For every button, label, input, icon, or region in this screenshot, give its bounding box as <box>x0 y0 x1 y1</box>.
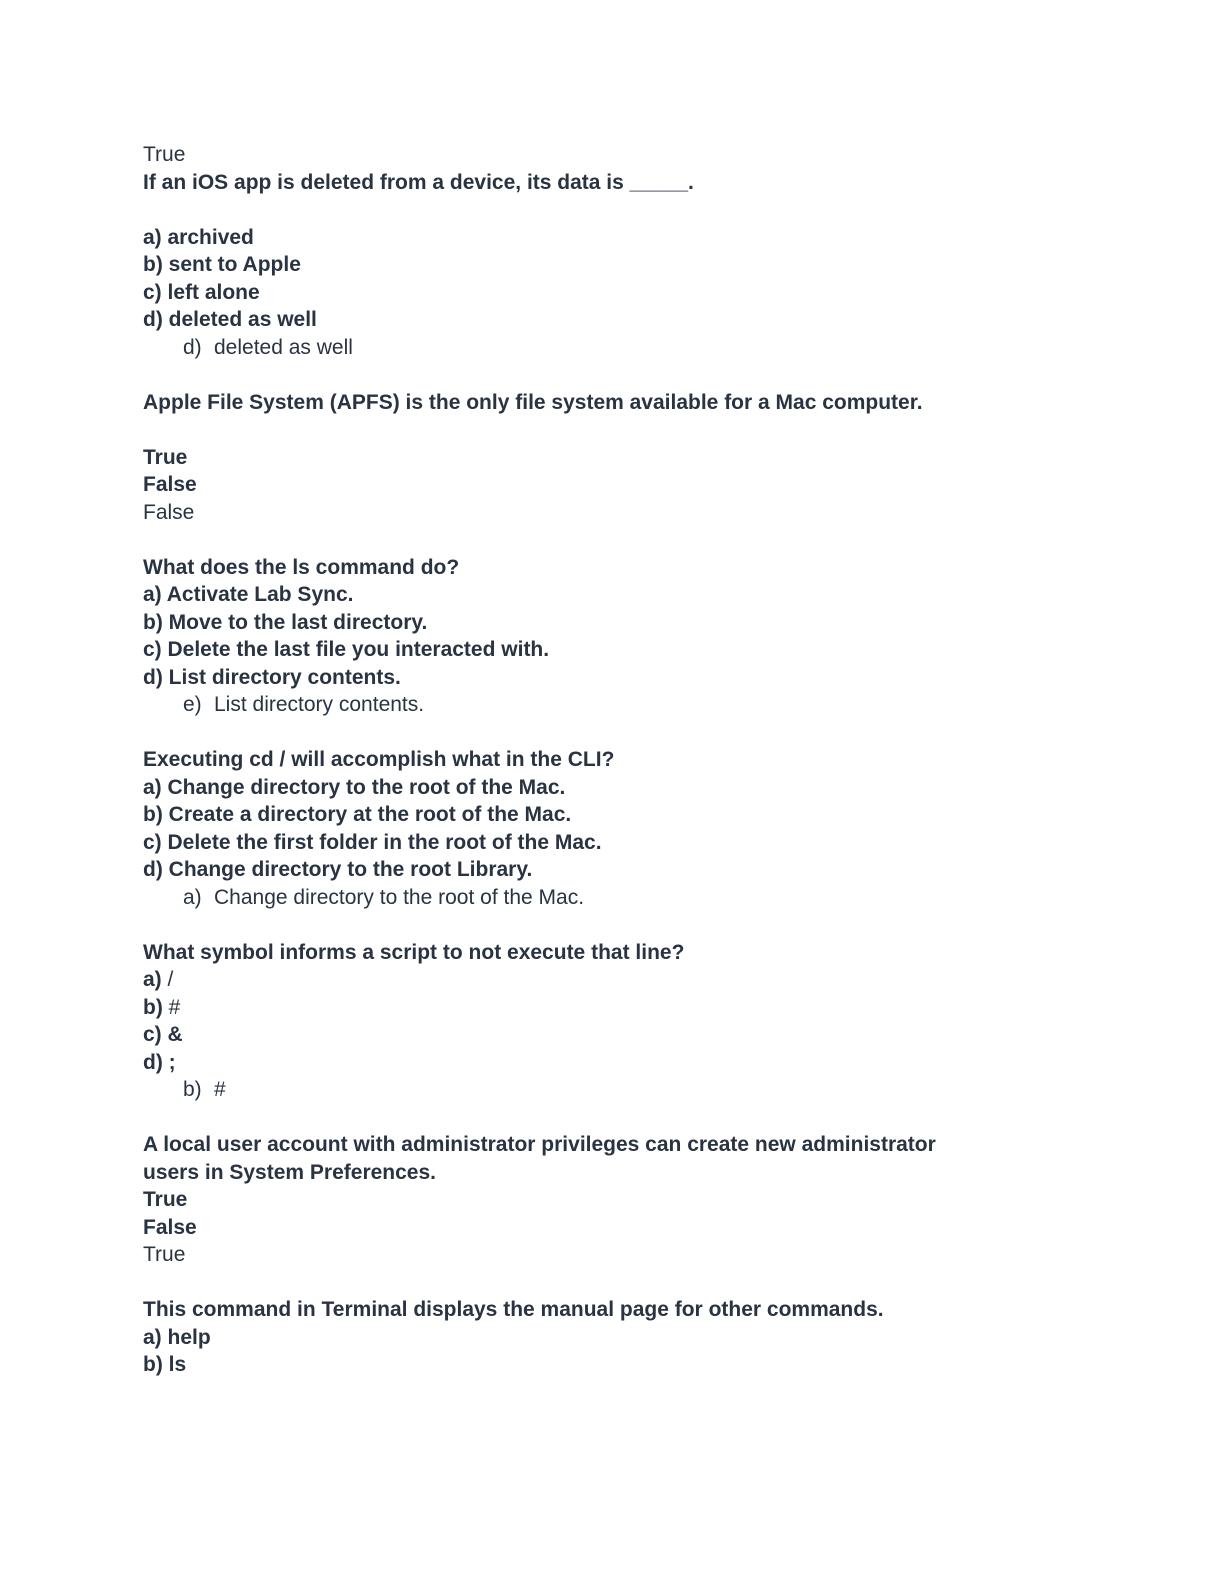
question-line <box>143 746 1144 774</box>
text-segment: True <box>143 143 186 166</box>
answer-line <box>143 499 1144 527</box>
option-line <box>143 1351 1144 1379</box>
text-segment: a) Activate Lab Sync. <box>143 583 354 606</box>
blank-line <box>143 1269 1144 1297</box>
text-segment: b) Create a directory at the root of the Mac. <box>143 803 572 826</box>
option-line <box>143 306 1144 334</box>
text-segment: False <box>143 1215 197 1239</box>
answer-line <box>143 141 1144 169</box>
text-segment: This command in Terminal displays the manual page for other commands. <box>143 1298 884 1321</box>
text-segment: False <box>143 473 197 496</box>
text-segment: users in System Preferences. <box>143 1160 436 1184</box>
text-segment: If an iOS app is deleted from a device, its data is _____. <box>143 170 694 194</box>
text-segment: Change directory to the root of the Mac. <box>214 885 585 909</box>
blank-line <box>143 361 1144 389</box>
option-line <box>143 1049 1144 1077</box>
text-segment: True <box>143 445 188 469</box>
option-line <box>143 581 1144 609</box>
text-segment: / <box>167 968 174 991</box>
option-line <box>143 1186 1144 1214</box>
text-segment: d) ; <box>143 1050 176 1074</box>
text-segment: c) Delete the last file you interacted with. <box>143 638 550 661</box>
text-segment: What symbol informs a script to not execute that line? <box>143 940 685 964</box>
option-line <box>143 609 1144 637</box>
option-line <box>143 224 1144 252</box>
blank-line <box>143 1104 1144 1132</box>
text-segment: True <box>143 1243 186 1266</box>
option-line <box>143 1021 1144 1049</box>
option-line <box>143 1324 1144 1352</box>
answer-marker: d) <box>183 335 202 359</box>
option-line <box>143 856 1144 884</box>
option-line <box>143 801 1144 829</box>
text-segment: d) List directory contents. <box>143 665 401 689</box>
text-segment: b) ls <box>143 1353 187 1376</box>
blank-line <box>143 911 1144 939</box>
text-segment: Apple File System (APFS) is the only file system available for a Mac computer. <box>143 390 923 414</box>
answer-marker: a) <box>183 885 202 909</box>
text-segment: # <box>214 1078 226 1101</box>
text-segment: a) help <box>143 1325 211 1349</box>
option-line <box>143 994 1144 1022</box>
text-segment: False <box>143 500 195 524</box>
option-line <box>143 279 1144 307</box>
option-line <box>143 1214 1144 1242</box>
text-segment: b) <box>143 995 169 1019</box>
text-segment: deleted as well <box>214 335 353 359</box>
option-line <box>143 664 1144 692</box>
text-segment: List directory contents. <box>214 693 425 716</box>
answer-marker: e) <box>183 693 202 716</box>
text-segment: a) archived <box>143 225 254 249</box>
question-line <box>143 1159 1144 1187</box>
text-segment: c) left alone <box>143 280 260 304</box>
text-segment: What does the ls command do? <box>143 555 460 579</box>
blank-line <box>143 196 1144 224</box>
blank-line <box>143 416 1144 444</box>
blank-line <box>143 526 1144 554</box>
question-line <box>143 1131 1144 1159</box>
text-segment: Executing cd / will accomplish what in the CLI? <box>143 748 615 771</box>
option-line <box>143 251 1144 279</box>
text-segment: d) deleted as well <box>143 308 317 331</box>
text-segment: c) & <box>143 1023 183 1046</box>
question-line <box>143 554 1144 582</box>
option-line <box>143 774 1144 802</box>
option-line <box>143 636 1144 664</box>
answer-line <box>143 884 1144 912</box>
text-segment: True <box>143 1188 188 1211</box>
option-line <box>143 966 1144 994</box>
answer-line <box>143 334 1144 362</box>
option-line <box>143 471 1144 499</box>
text-segment: c) Delete the first folder in the root of the Mac. <box>143 830 602 854</box>
option-line <box>143 829 1144 857</box>
question-line <box>143 389 1144 417</box>
text-segment: # <box>168 995 181 1019</box>
answer-line <box>143 1076 1144 1104</box>
document-body <box>143 141 1144 1379</box>
answer-line <box>143 1241 1144 1269</box>
text-segment: d) Change directory to the root Library. <box>143 858 533 881</box>
text-segment: a) Change directory to the root of the Mac. <box>143 775 566 799</box>
option-line <box>143 444 1144 472</box>
answer-line <box>143 691 1144 719</box>
text-segment: a) <box>143 968 168 991</box>
question-line <box>143 169 1144 197</box>
text-segment: b) sent to Apple <box>143 253 301 276</box>
question-line <box>143 1296 1144 1324</box>
blank-line <box>143 719 1144 747</box>
answer-marker: b) <box>183 1078 202 1101</box>
text-segment: A local user account with administrator privileges can create new administrator <box>143 1133 936 1156</box>
question-line <box>143 939 1144 967</box>
text-segment: b) Move to the last directory. <box>143 610 428 634</box>
